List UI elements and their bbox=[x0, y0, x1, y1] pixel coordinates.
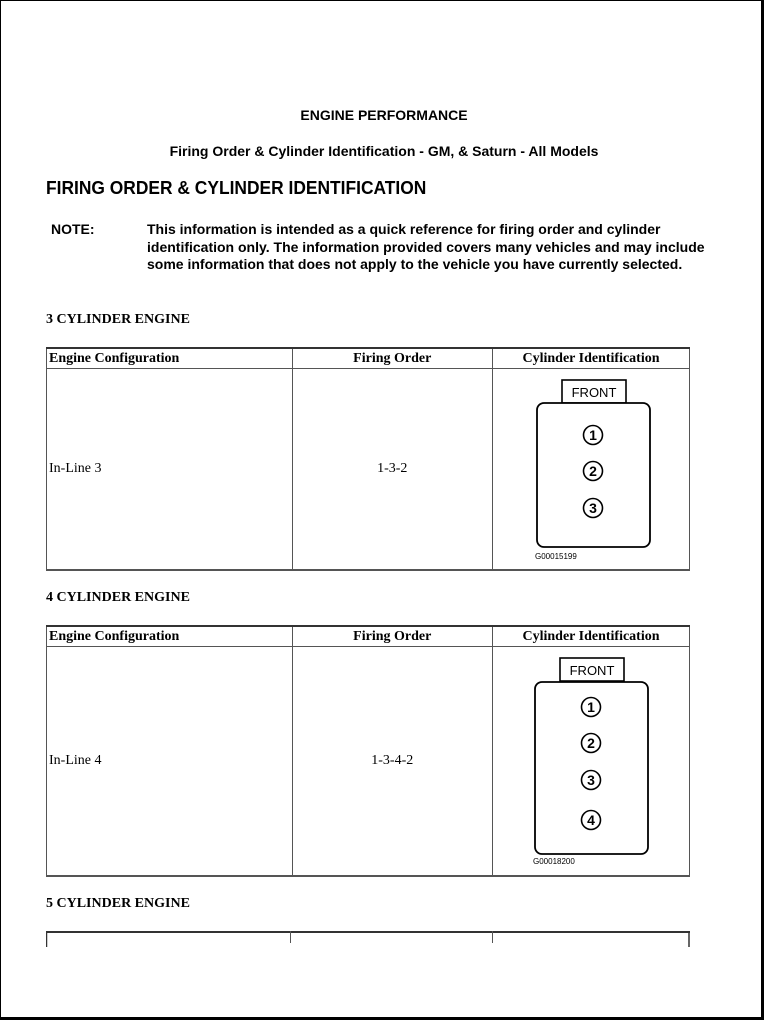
table-header-row bbox=[47, 348, 690, 369]
column-header-firing-order: Firing Order bbox=[292, 348, 493, 369]
section-title: FIRING ORDER & CYLINDER IDENTIFICATION bbox=[46, 177, 427, 198]
engine-heading-4-cylinder: 4 CYLINDER ENGINE bbox=[46, 590, 190, 605]
firing-order-cell: 1-3-2 bbox=[292, 369, 493, 571]
column-header-cylinder-identification: Cylinder Identification bbox=[493, 348, 690, 369]
figure-id: G00015199 bbox=[535, 552, 577, 561]
figure-id: G00018200 bbox=[533, 857, 575, 866]
column-header-cylinder-identification: Cylinder Identification bbox=[493, 626, 690, 647]
note-text: This information is intended as a quick reference for firing order and cylinder identification only. The information provided covers many vehicles and may include some information that does not apply to the vehicle you have currently selected. bbox=[147, 221, 705, 272]
firing-order-table-4-cylinder bbox=[46, 625, 690, 877]
cylinder-1-label: 1 bbox=[587, 699, 595, 715]
table-fragment-5-cylinder bbox=[46, 931, 690, 947]
engine-heading-5-cylinder: 5 CYLINDER ENGINE bbox=[46, 896, 190, 911]
table-header-row bbox=[47, 626, 690, 647]
cylinder-3-label: 3 bbox=[587, 772, 595, 788]
cylinder-identification-cell bbox=[493, 647, 690, 877]
cylinder-identification-cell bbox=[493, 369, 690, 571]
cylinder-2-label: 2 bbox=[587, 735, 595, 751]
cylinder-2-label: 2 bbox=[589, 463, 597, 479]
firing-order-table-3-cylinder bbox=[46, 347, 690, 571]
firing-order-cell: 1-3-4-2 bbox=[292, 647, 493, 877]
cylinder-diagram-in-line-3 bbox=[493, 369, 689, 569]
column-header-firing-order: Firing Order bbox=[292, 626, 493, 647]
front-label: FRONT bbox=[571, 385, 617, 400]
engine-configuration-cell: In-Line 4 bbox=[47, 647, 293, 877]
column-header-engine-configuration: Engine Configuration bbox=[47, 626, 293, 647]
cylinder-1-label: 1 bbox=[589, 427, 597, 443]
engine-configuration-cell: In-Line 3 bbox=[47, 369, 293, 571]
document-header-subtitle: Firing Order & Cylinder Identification - GM, & Saturn - All Models bbox=[169, 143, 599, 159]
cylinder-3-label: 3 bbox=[589, 500, 597, 516]
note-label: NOTE: bbox=[51, 221, 95, 237]
engine-heading-3-cylinder: 3 CYLINDER ENGINE bbox=[46, 312, 190, 327]
document-header-title: ENGINE PERFORMANCE bbox=[300, 107, 468, 123]
cylinder-diagram-in-line-4 bbox=[493, 647, 689, 875]
column-header-engine-configuration: Engine Configuration bbox=[47, 348, 293, 369]
cylinder-4-label: 4 bbox=[587, 812, 595, 828]
table-row bbox=[47, 647, 690, 877]
front-label: FRONT bbox=[569, 663, 615, 678]
table-row bbox=[47, 369, 690, 571]
